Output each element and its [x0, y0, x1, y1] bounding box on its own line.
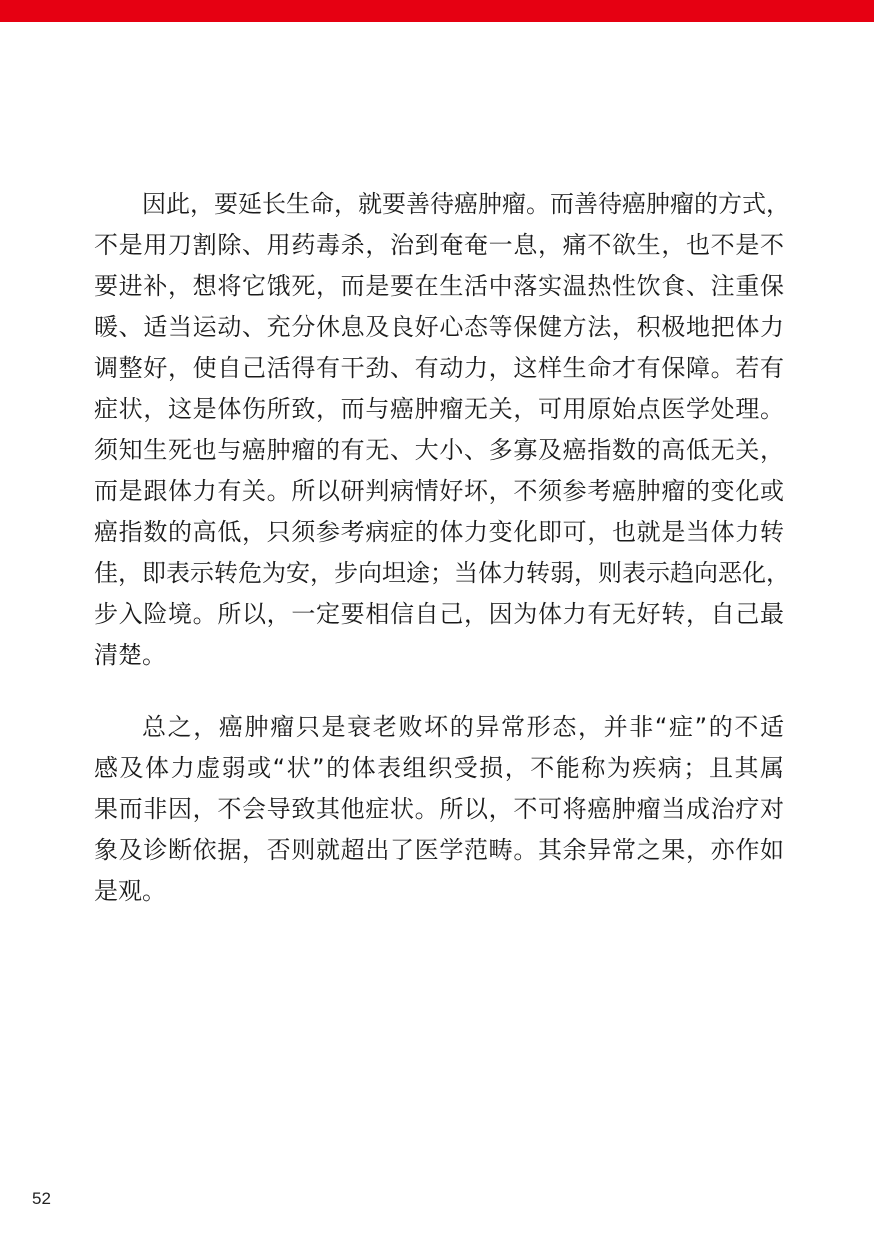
- text-line: 症状，这是体伤所致，而与癌肿瘤无关，可用原始点医学处理。: [94, 395, 784, 423]
- text-line: 是观。: [94, 877, 166, 905]
- text-line: 暖、适当运动、充分休息及良好心态等保健方法，积极地把体力: [94, 313, 784, 341]
- text-line: 象及诊断依据，否则就超出了医学范畴。其余异常之果，亦作如: [94, 836, 784, 864]
- text-line: 要进补，想将它饿死，而是要在生活中落实温热性饮食、注重保: [94, 272, 784, 300]
- text-line: 癌指数的高低，只须参考病症的体力变化即可，也就是当体力转: [94, 518, 784, 546]
- page-body: [94, 184, 790, 912]
- text-line: 总之，癌肿瘤只是衰老败坏的异常形态，并非“症”的不适: [142, 713, 784, 741]
- text-line: 步入险境。所以，一定要相信自己，因为体力有无好转，自己最: [94, 600, 784, 628]
- text-line: 须知生死也与癌肿瘤的有无、大小、多寡及癌指数的高低无关，: [94, 436, 784, 464]
- text-line: 佳，即表示转危为安，步向坦途；当体力转弱，则表示趋向恶化，: [94, 559, 790, 587]
- text-line: 感及体力虚弱或“状”的体表组织受损，不能称为疾病；且其属: [94, 754, 784, 782]
- text-line: 调整好，使自己活得有干劲、有动力，这样生命才有保障。若有: [94, 354, 784, 382]
- text-line: 果而非因，不会导致其他症状。所以，不可将癌肿瘤当成治疗对: [94, 795, 784, 823]
- text-line: 清楚。: [94, 641, 166, 669]
- paragraph-1: [94, 184, 790, 676]
- text-line: 而是跟体力有关。所以研判病情好坏，不须参考癌肿瘤的变化或: [94, 477, 784, 505]
- text-line: 不是用刀割除、用药毒杀，治到奄奄一息，痛不欲生，也不是不: [94, 231, 784, 259]
- paragraph-spacer: [94, 676, 784, 707]
- text-line: 因此，要延长生命，就要善待癌肿瘤。而善待癌肿瘤的方式，: [142, 190, 790, 218]
- paragraph-2: [94, 707, 784, 912]
- page-number: 52: [32, 1189, 51, 1208]
- top-red-band: [0, 0, 874, 22]
